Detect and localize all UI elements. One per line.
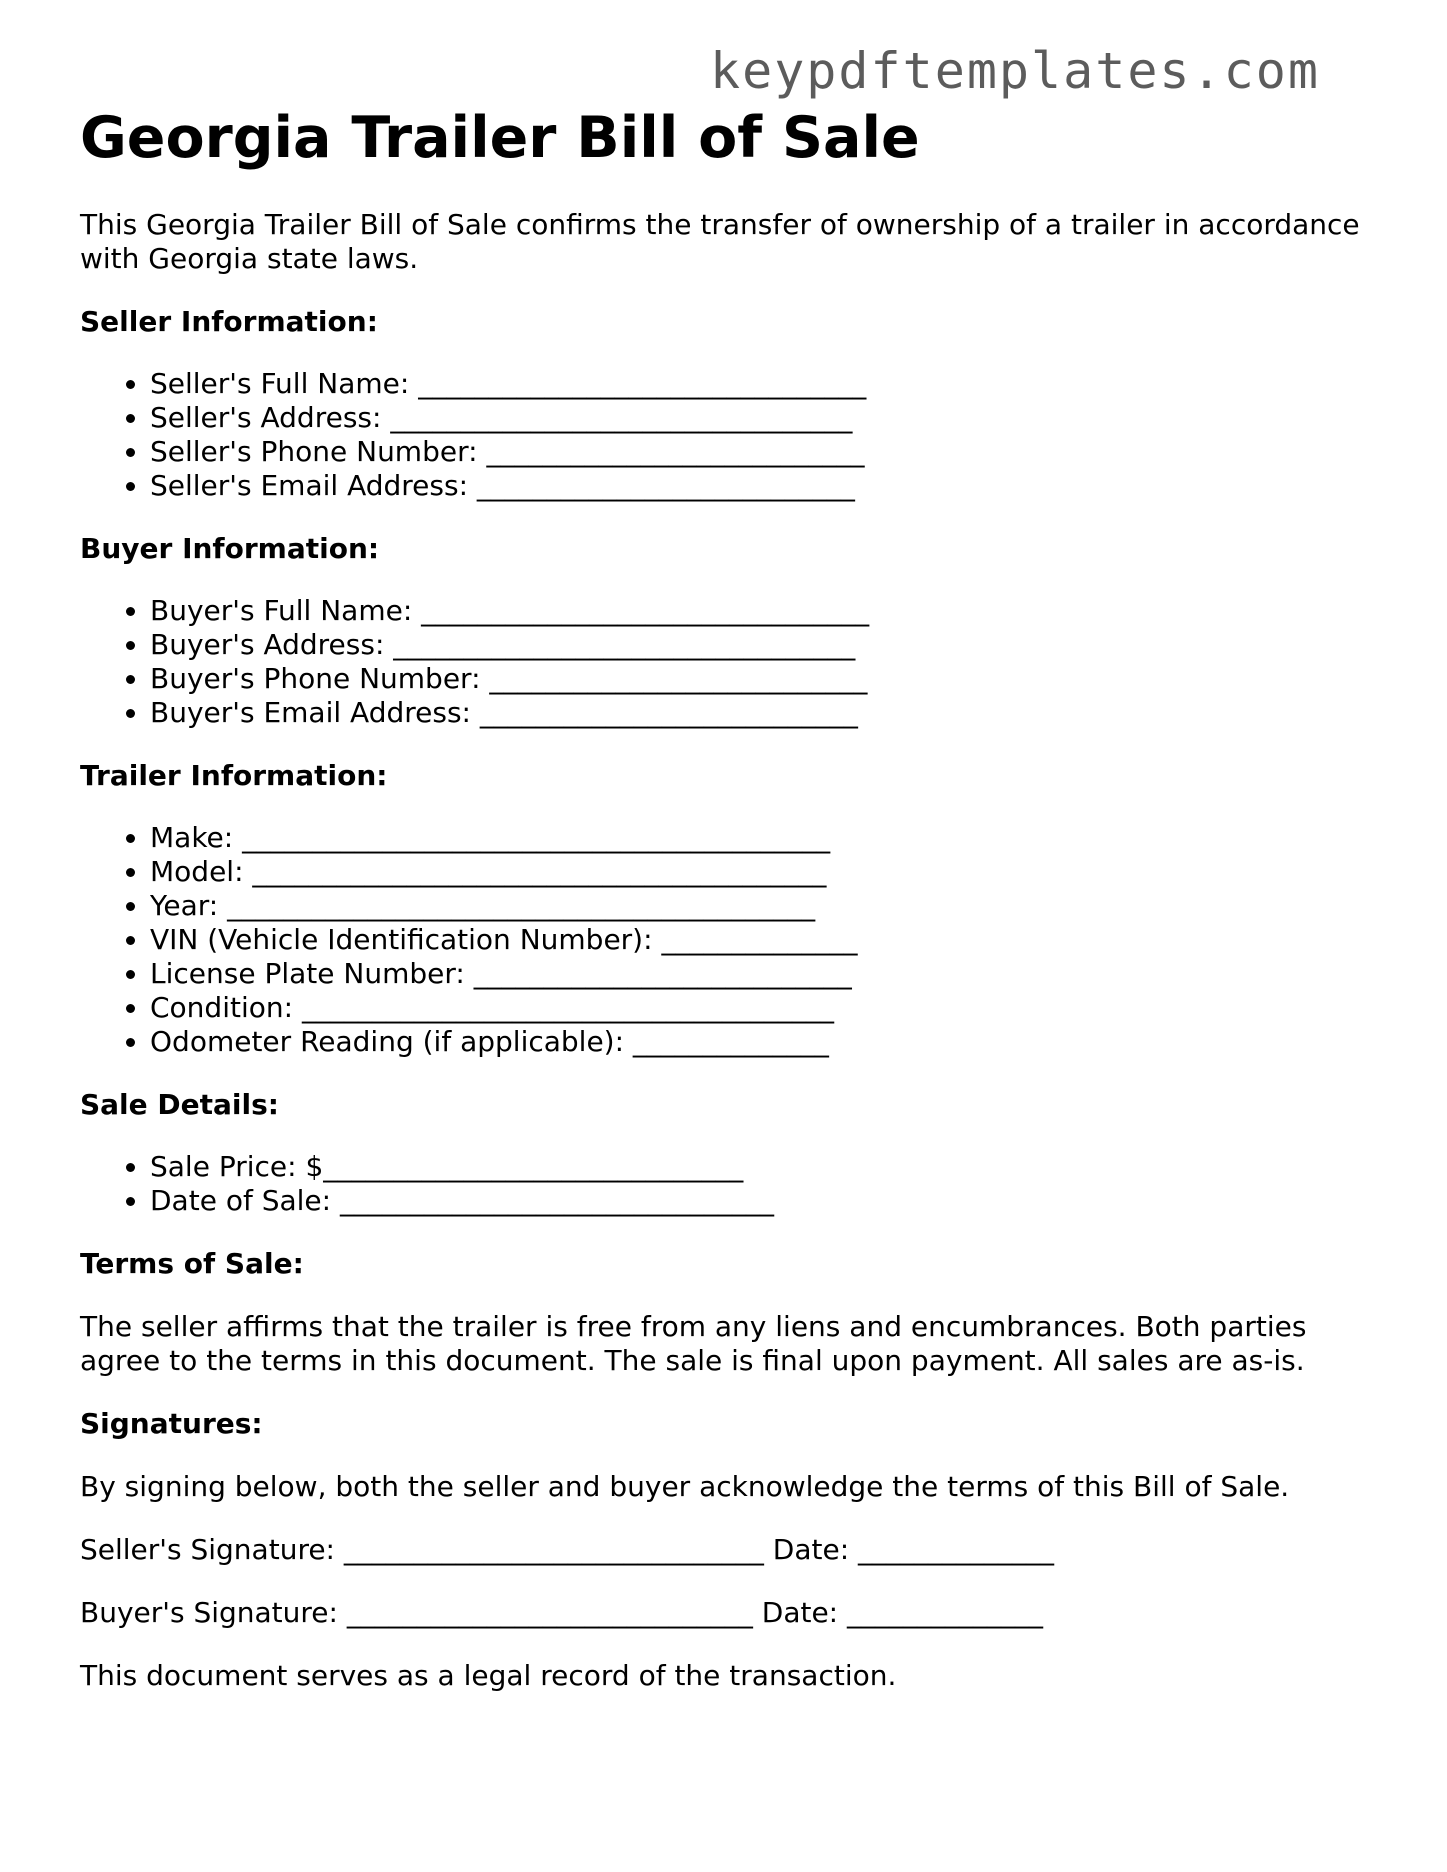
seller-heading: Seller Information: — [80, 305, 378, 338]
seller-phone-field: • Seller's Phone Number: ___________________________ — [150, 435, 1380, 469]
document — [80, 100, 1380, 1693]
trailer-year-field: • Year: __________________________________________ — [150, 889, 1380, 923]
page-title: Georgia Trailer Bill of Sale — [80, 105, 920, 171]
closing-text: This document serves as a legal record of the transaction. — [80, 1659, 897, 1692]
trailer-list — [80, 821, 1380, 1059]
trailer-model-field: • Model: _________________________________________ — [150, 855, 1380, 889]
sale-heading: Sale Details: — [80, 1088, 279, 1121]
trailer-condition-field: • Condition: ______________________________________ — [150, 991, 1380, 1025]
seller-email-field: • Seller's Email Address: ___________________________ — [150, 469, 1380, 503]
signatures-heading: Signatures: — [80, 1407, 263, 1440]
intro-text: This Georgia Trailer Bill of Sale confirms the transfer of ownership of a trailer in accordance with Georgia state laws. — [80, 208, 1360, 275]
signatures-text: By signing below, both the seller and buyer acknowledge the terms of this Bill of Sale. — [80, 1470, 1290, 1503]
seller-list — [80, 367, 1380, 503]
terms-text: The seller affirms that the trailer is free from any liens and encumbrances. Both parties agree to the terms in this document. The sale is final upon payment. All sales are as-is. — [80, 1310, 1307, 1377]
trailer-make-field: • Make: __________________________________________ — [150, 821, 1380, 855]
seller-full-name-field: • Seller's Full Name: ________________________________ — [150, 367, 1380, 401]
buyer-phone-field: • Buyer's Phone Number: ___________________________ — [150, 662, 1380, 696]
buyer-signature-line: Buyer's Signature: _____________________________ Date: ______________ — [80, 1596, 1044, 1629]
trailer-vin-field: • VIN (Vehicle Identification Number): ______________ — [150, 923, 1380, 957]
buyer-address-field: • Buyer's Address: _________________________________ — [150, 628, 1380, 662]
watermark: keypdftemplates.com — [710, 42, 1320, 100]
trailer-heading: Trailer Information: — [80, 759, 388, 792]
sale-price-field: • Sale Price: $______________________________ — [150, 1150, 1380, 1184]
buyer-heading: Buyer Information: — [80, 532, 380, 565]
seller-address-field: • Seller's Address: _________________________________ — [150, 401, 1380, 435]
sale-date-field: • Date of Sale: _______________________________ — [150, 1184, 1380, 1218]
trailer-plate-field: • License Plate Number: ___________________________ — [150, 957, 1380, 991]
seller-signature-line: Seller's Signature: ______________________________ Date: ______________ — [80, 1533, 1055, 1566]
terms-heading: Terms of Sale: — [80, 1247, 304, 1280]
buyer-list — [80, 594, 1380, 730]
buyer-email-field: • Buyer's Email Address: ___________________________ — [150, 696, 1380, 730]
trailer-odometer-field: • Odometer Reading (if applicable): ______________ — [150, 1025, 1380, 1059]
buyer-full-name-field: • Buyer's Full Name: ________________________________ — [150, 594, 1380, 628]
sale-list — [80, 1150, 1380, 1218]
